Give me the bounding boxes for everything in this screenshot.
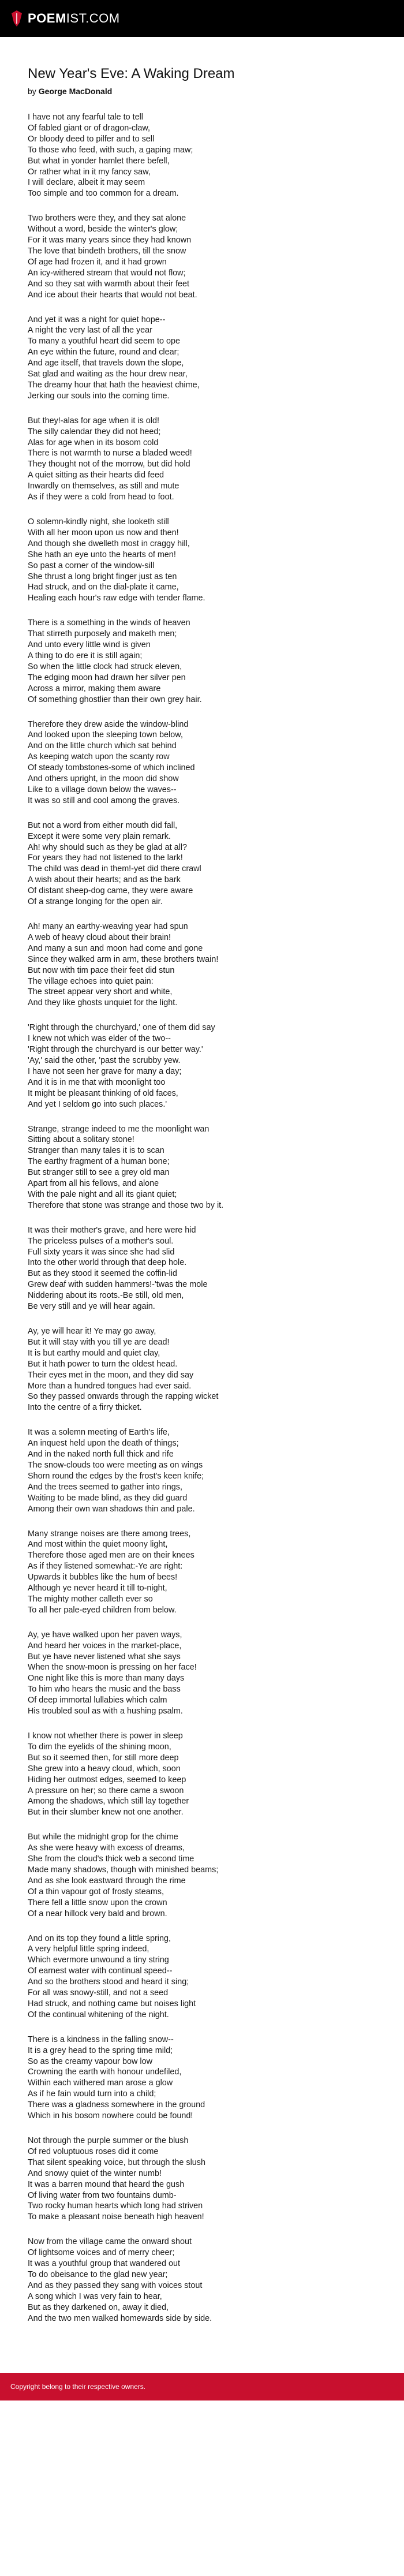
poem-line: That silent speaking voice, but through the slush bbox=[28, 2157, 205, 2167]
poem-line: 'Right through the churchyard is our better way.' bbox=[28, 1045, 203, 1055]
poem-line: There is a something in the winds of heaven bbox=[28, 618, 190, 628]
poem-line: To those who feed, with such, a gaping maw; bbox=[28, 145, 193, 155]
poem-line: And most within the quiet moony light, bbox=[28, 1540, 168, 1550]
poem-line: Of red voluptuous roses did it come bbox=[28, 2146, 159, 2156]
poem-line: Of distant sheep-dog came, they were aware bbox=[28, 886, 193, 896]
poem-line: Ah! why should such as they be glad at all? bbox=[28, 842, 187, 852]
poem-line: She grew into a heavy cloud, which, soon bbox=[28, 1764, 181, 1774]
poem-line: An eye within the future, round and clear; bbox=[28, 348, 179, 357]
poem-line: The child was dead in them!-yet did there crawl bbox=[28, 864, 201, 874]
poem-line: And so the brothers stood and heard it sing; bbox=[28, 1977, 189, 1987]
poem-line: So past a corner of the window-sill bbox=[28, 561, 155, 570]
poem-line: Without a word, beside the winter's glow; bbox=[28, 225, 178, 234]
poem-line: For years they had not listened to the lark! bbox=[28, 853, 183, 863]
poem-line: It was a solemn meeting of Earth's life, bbox=[28, 1428, 170, 1438]
poem-line: The snow-clouds too were meeting as on wings bbox=[28, 1460, 203, 1470]
poem-line: Ah! many an earthy-weaving year had spun bbox=[28, 922, 188, 931]
poem-line: It was a youthful group that wandered out bbox=[28, 2259, 180, 2269]
stanza bbox=[28, 2136, 376, 2223]
poem-line: 'Ay,' said the other, 'past the scrubby yew. bbox=[28, 1055, 181, 1065]
poem-line: Inwardly on themselves, as still and mute bbox=[28, 481, 179, 491]
poem-line: Of a thin vapour got of frosty steams, bbox=[28, 1887, 164, 1896]
poem-line: Of something ghostlier than their own grey hair. bbox=[28, 695, 202, 704]
stanza bbox=[28, 1427, 376, 1514]
poem-line: I will declare, albeit it may seem bbox=[28, 178, 145, 188]
poem-line: And ice about their hearts that would not beat. bbox=[28, 290, 197, 300]
poem-line: Of age had frozen it, and it had grown bbox=[28, 257, 167, 267]
poem-line: Stranger than many tales it is to scan bbox=[28, 1146, 164, 1156]
poem-line: And many a sun and moon had come and gone bbox=[28, 943, 203, 953]
poem-line: Many strange noises are there among trees, bbox=[28, 1529, 191, 1539]
poem-line: And so they sat with warmth about their feet bbox=[28, 279, 189, 289]
poem-line: It was so still and cool among the graves. bbox=[28, 796, 180, 805]
poem-line: Into the other world through that deep hole. bbox=[28, 1258, 187, 1268]
poem-line: Two brothers were they, and they sat alone bbox=[28, 214, 186, 223]
poem-line: But so it seemed then, for still more deep bbox=[28, 1753, 179, 1763]
poem-line: With the pale night and all its giant quiet; bbox=[28, 1189, 177, 1199]
poem-line: Apart from all his fellows, and alone bbox=[28, 1179, 159, 1189]
poem-line: It is but earthy mould and quiet clay, bbox=[28, 1348, 160, 1358]
poem-line: A song which I was very fain to hear, bbox=[28, 2291, 162, 2301]
poem-line: But in their slumber knew not one another. bbox=[28, 1808, 184, 1817]
poem-line: But now with tim pace their feet did stun bbox=[28, 965, 175, 975]
stanza bbox=[28, 1933, 376, 2021]
poem-line: Now from the village came the onward shout bbox=[28, 2237, 192, 2247]
poem-line: They thought not of the morrow, but did hold bbox=[28, 460, 190, 469]
poem-line: Healing each hour's raw edge with tender flame. bbox=[28, 593, 205, 603]
poem-line: And unto every little wind is given bbox=[28, 640, 151, 650]
poem-line: And on its top they found a little spring, bbox=[28, 1933, 171, 1943]
stanza bbox=[28, 315, 376, 402]
poem-line: But as they darkened on, away it died, bbox=[28, 2302, 169, 2312]
site-logo[interactable] bbox=[10, 10, 120, 27]
poem-line: The silly calendar they did not heed; bbox=[28, 427, 161, 436]
poem-line: A wish about their hearts; and as the bark bbox=[28, 875, 181, 885]
poem-line: Upwards it bubbles like the hum of bees! bbox=[28, 1573, 178, 1582]
poem-line: Of a near hillock very bald and brown. bbox=[28, 1909, 167, 1918]
poem-line: Among their own wan shadows thin and pale. bbox=[28, 1504, 195, 1514]
stanza bbox=[28, 1529, 376, 1616]
poem-line: As if they listened somewhat:-Ye are right: bbox=[28, 1562, 183, 1571]
poem-line: Niddering about its roots.-Be still, old men, bbox=[28, 1291, 184, 1301]
poem-line: The village echoes into quiet pain: bbox=[28, 976, 154, 986]
poem-line: Among the shadows, which still lay together bbox=[28, 1797, 189, 1806]
stanza bbox=[28, 416, 376, 503]
poem-line: The priceless pulses of a mother's soul. bbox=[28, 1236, 174, 1246]
poem-line: The love that bindeth brothers, till the snow bbox=[28, 246, 186, 256]
poem-line: But while the midnight grop for the chime bbox=[28, 1832, 178, 1842]
poem-line: Which evermore unwound a tiny string bbox=[28, 1955, 169, 1965]
poem-line: Hiding her outmost edges, seemed to keep bbox=[28, 1775, 186, 1784]
poem-line: But as they stood it seemed the coffin-lid bbox=[28, 1269, 177, 1279]
stanza bbox=[28, 1326, 376, 1413]
poem-line: For it was many years since they had known bbox=[28, 236, 192, 245]
poem-line: That stirreth purposely and maketh men; bbox=[28, 629, 177, 639]
poem-line: It was their mother's grave, and here were hid bbox=[28, 1225, 196, 1235]
poem-line: Of earnest water with continual speed-- bbox=[28, 1966, 173, 1976]
poem-line: As keeping watch upon the scanty row bbox=[28, 752, 170, 762]
poem-line: Since they walked arm in arm, these brothers twain! bbox=[28, 954, 219, 964]
poem-line: To him who hears the music and the bass bbox=[28, 1685, 181, 1694]
poem-line: Full sixty years it was since she had slid bbox=[28, 1247, 175, 1257]
stanza bbox=[28, 1832, 376, 1919]
stanza bbox=[28, 1124, 376, 1211]
poem-title: New Year's Eve: A Waking Dream bbox=[28, 66, 235, 81]
poem-line: And heard her voices in the market-place, bbox=[28, 1641, 182, 1651]
poem-line: An icy-withered stream that would not flow; bbox=[28, 268, 186, 278]
poem-line: Therefore that stone was strange and those two by it. bbox=[28, 1200, 224, 1210]
poem-line: Too simple and too common for a dream. bbox=[28, 189, 179, 199]
poem-line: To all her pale-eyed children from below. bbox=[28, 1605, 177, 1615]
stanza bbox=[28, 1630, 376, 1717]
poem-line: As if he fain would turn into a child; bbox=[28, 2089, 156, 2099]
poem-line: A pressure on her; so there came a swoon bbox=[28, 1786, 184, 1795]
poem-line: Therefore those aged men are on their knees bbox=[28, 1551, 194, 1560]
poem-line: She hath an eye unto the hearts of men! bbox=[28, 550, 176, 559]
poem-line: O solemn-kindly night, she looketh still bbox=[28, 517, 169, 527]
poem-line: Had struck, and nothing came but noises light bbox=[28, 1999, 196, 2008]
poem-line: Which in his bosom nowhere could be found! bbox=[28, 2111, 193, 2121]
poem-line: The earthy fragment of a human bone; bbox=[28, 1157, 170, 1167]
stanza bbox=[28, 112, 376, 199]
poem-line: So as the creamy vapour bow low bbox=[28, 2056, 152, 2066]
poem-line: Two rocky human hearts which long had striven bbox=[28, 2201, 203, 2211]
poem-line: And as she look eastward through the rime bbox=[28, 1876, 186, 1886]
poem-line: But not a word from either mouth did fall, bbox=[28, 820, 178, 830]
poem-line: The dreamy hour that hath the heaviest chime, bbox=[28, 380, 200, 390]
stanza bbox=[28, 921, 376, 1009]
poem-line: But it hath power to turn the oldest head. bbox=[28, 1359, 178, 1369]
poem-line: But they!-alas for age when it is old! bbox=[28, 416, 159, 425]
poem-line: Of a strange longing for the open air. bbox=[28, 897, 163, 907]
stanza bbox=[28, 1225, 376, 1312]
poem-line: But ye have never listened what she says bbox=[28, 1652, 181, 1662]
poem-line: Be very still and ye will hear again. bbox=[28, 1302, 155, 1312]
poem-line: The edging moon had drawn her silver pen bbox=[28, 673, 186, 682]
poem-line: Alas for age when in its bosom cold bbox=[28, 438, 159, 447]
poem-line: Jerking our souls into the coming time. bbox=[28, 391, 170, 401]
poem-line: It might be pleasant thinking of old faces, bbox=[28, 1088, 178, 1098]
poem-line: And age itself, that travels down the slope, bbox=[28, 359, 184, 368]
poem-line: Not through the purple summer or the blush bbox=[28, 2136, 189, 2145]
poem-line: Grew deaf with sudden hammers!-'twas the mole bbox=[28, 1280, 208, 1290]
poem-line: Ay, ye will hear it! Ye may go away, bbox=[28, 1327, 156, 1336]
poem-line: Although ye never heard it till to-night, bbox=[28, 1584, 167, 1593]
poem-line: And they like ghosts unquiet for the light. bbox=[28, 998, 178, 1008]
poem-line: And in the naked north full thick and rife bbox=[28, 1450, 174, 1459]
poem-line: And the trees seemed to gather into rings, bbox=[28, 1482, 182, 1492]
poem-line: The mighty mother calleth ever so bbox=[28, 1594, 153, 1604]
poem-line: Across a mirror, making them aware bbox=[28, 684, 161, 693]
poem-line: Waiting to be made blind, as they did guard bbox=[28, 1493, 188, 1503]
poem-line: To many a youthful heart did seem to ope bbox=[28, 337, 180, 346]
copyright-text: Copyright belong to their respective owners. bbox=[10, 2382, 146, 2391]
poem-line: And as they passed they sang with voices stout bbox=[28, 2280, 203, 2290]
poem-line: As she were heavy with excess of dreams, bbox=[28, 1843, 185, 1853]
poem-line: And yet it was a night for quiet hope-- bbox=[28, 315, 166, 324]
poem-line: 'Right through the churchyard,' one of them did say bbox=[28, 1023, 215, 1033]
poem-line: Of the continual whitening of the night. bbox=[28, 2010, 169, 2019]
poem-line: I have not seen her grave for many a day; bbox=[28, 1066, 182, 1076]
poem-line: A thing to do ere it is still again; bbox=[28, 651, 143, 660]
poem-line: And it is in me that with moonlight too bbox=[28, 1077, 166, 1087]
poem-line: To dim the eyelids of the shining moon, bbox=[28, 1742, 171, 1752]
poem-line: Made many shadows, though with minished beams; bbox=[28, 1865, 219, 1875]
poem-line: But it will stay with you till ye are dead! bbox=[28, 1337, 170, 1347]
poem-line: A night the very last of all the year bbox=[28, 326, 152, 335]
poem-line: A web of heavy cloud about their brain! bbox=[28, 932, 171, 942]
stanza bbox=[28, 820, 376, 908]
poem-line: An inquest held upon the death of things; bbox=[28, 1439, 179, 1448]
stanza bbox=[28, 618, 376, 705]
poem-line: She from the cloud's thick web a second time bbox=[28, 1854, 194, 1864]
logo-text-bold: POEM bbox=[28, 11, 66, 25]
poem-line: It was a barren mound that heard the gush bbox=[28, 2179, 185, 2189]
poem-line: She thrust a long bright finger just as ten bbox=[28, 572, 177, 581]
poem-line: Of living water from two fountains dumb- bbox=[28, 2190, 177, 2200]
poem-line: There was a gladness somewhere in the ground bbox=[28, 2100, 205, 2110]
poem-line: A very helpful little spring indeed, bbox=[28, 1944, 149, 1954]
quill-icon bbox=[10, 10, 23, 27]
stanza bbox=[28, 517, 376, 604]
poem-line: More than a hundred tongues had ever said. bbox=[28, 1381, 192, 1391]
site-header bbox=[0, 0, 404, 37]
poem-line: And looked upon the sleeping town below, bbox=[28, 730, 183, 740]
poem-line: And snowy quiet of the winter numb! bbox=[28, 2168, 162, 2178]
poem-line: And others upright, in the moon did show bbox=[28, 774, 179, 784]
poem-line: To do obeisance to the glad new year; bbox=[28, 2269, 168, 2279]
poem-line: There fell a little snow upon the crown bbox=[28, 1898, 167, 1907]
poem-line: Within each withered man arose a glow bbox=[28, 2078, 173, 2088]
byline bbox=[28, 87, 376, 96]
poem-line: It is a grey head to the spring time mild; bbox=[28, 2045, 173, 2055]
poem-line: Of steady tombstones-some of which inclined bbox=[28, 763, 195, 773]
stanza bbox=[28, 1731, 376, 1818]
poem-line: As if they were a cold from head to foot. bbox=[28, 492, 174, 502]
poem-line: Strange, strange indeed to me the moonlight wan bbox=[28, 1124, 210, 1134]
poem-line: The street appear very short and white, bbox=[28, 987, 173, 997]
poem-line: Into the centre of a firry thicket. bbox=[28, 1403, 142, 1413]
poem-line: So when the little clock had struck eleven, bbox=[28, 662, 182, 671]
poem-line: Of fabled giant or of dragon-claw, bbox=[28, 123, 150, 133]
stanza bbox=[28, 1022, 376, 1110]
poem-line: Ay, ye have walked upon her paven ways, bbox=[28, 1630, 182, 1640]
poem-line: With all her moon upon us now and then! bbox=[28, 528, 179, 537]
poem-line: I have not any fearful tale to tell bbox=[28, 113, 143, 122]
poem-line: Except it were some very plain remark. bbox=[28, 831, 171, 841]
logo-text-light: IST.COM bbox=[66, 11, 120, 25]
poem-content bbox=[0, 37, 404, 2373]
poem-line: Like to a village down below the waves-- bbox=[28, 785, 177, 794]
poem-line: A quiet sitting as their hearts did feed bbox=[28, 471, 164, 480]
poem-line: But what in yonder hamlet there befell, bbox=[28, 156, 170, 166]
poem-line: His troubled soul as with a hushing psalm. bbox=[28, 1707, 183, 1716]
poem-line: I know not whether there is power in sleep bbox=[28, 1731, 183, 1741]
poem-line: Or bloody deed to pilfer and to sell bbox=[28, 134, 155, 144]
poem-line: One night like this is more than many days bbox=[28, 1674, 185, 1683]
poem-line: Therefore they drew aside the window-blind bbox=[28, 719, 189, 729]
poem-line: Shorn round the edges by the frost's keen knife; bbox=[28, 1471, 204, 1481]
byline-prefix: by bbox=[28, 87, 36, 96]
poem-line: And the two men walked homewards side by side. bbox=[28, 2313, 212, 2323]
poem-line: And yet I seldom go into such places.' bbox=[28, 1099, 167, 1109]
poem-line: For all was snowy-still, and not a seed bbox=[28, 1988, 169, 1998]
poem-line: And though she dwelleth most in craggy hill, bbox=[28, 539, 190, 548]
poem-line: I knew not which was elder of the two-- bbox=[28, 1034, 171, 1044]
poem-line: There is not warmth to nurse a bladed weed! bbox=[28, 449, 192, 458]
poem-line: And on the little church which sat behind bbox=[28, 741, 177, 751]
poem-line: Of deep immortal lullabies which calm bbox=[28, 1696, 167, 1705]
stanza bbox=[28, 213, 376, 300]
author-name[interactable]: George MacDonald bbox=[38, 87, 113, 96]
poem-line: Sitting about a solitary stone! bbox=[28, 1135, 134, 1145]
poem-line: So they passed onwards through the rapping wicket bbox=[28, 1392, 219, 1402]
logo-text bbox=[28, 11, 120, 26]
poem-line: Their eyes met in the moon, and they did say bbox=[28, 1370, 194, 1380]
poem-line: Sat glad and waiting as the hour drew near, bbox=[28, 369, 188, 379]
poem-line: To make a pleasant noise beneath high heaven! bbox=[28, 2212, 204, 2222]
poem-line: But stranger still to see a grey old man bbox=[28, 1168, 170, 1178]
stanza bbox=[28, 2237, 376, 2324]
site-footer bbox=[0, 2373, 404, 2400]
poem-line: There is a kindness in the falling snow-- bbox=[28, 2034, 174, 2044]
poem-line: Or rather what in it my fancy saw, bbox=[28, 167, 151, 177]
poem-line: Of lightsome voices and of merry cheer; bbox=[28, 2248, 175, 2258]
poem-line: Crowning the earth with honour undefiled, bbox=[28, 2067, 182, 2077]
poem-body bbox=[28, 112, 376, 2324]
stanza bbox=[28, 719, 376, 807]
poem-line: When the snow-moon is pressing on her face! bbox=[28, 1663, 197, 1672]
stanza bbox=[28, 2034, 376, 2122]
poem-line: Had struck, and on the dial-plate it came, bbox=[28, 583, 179, 592]
